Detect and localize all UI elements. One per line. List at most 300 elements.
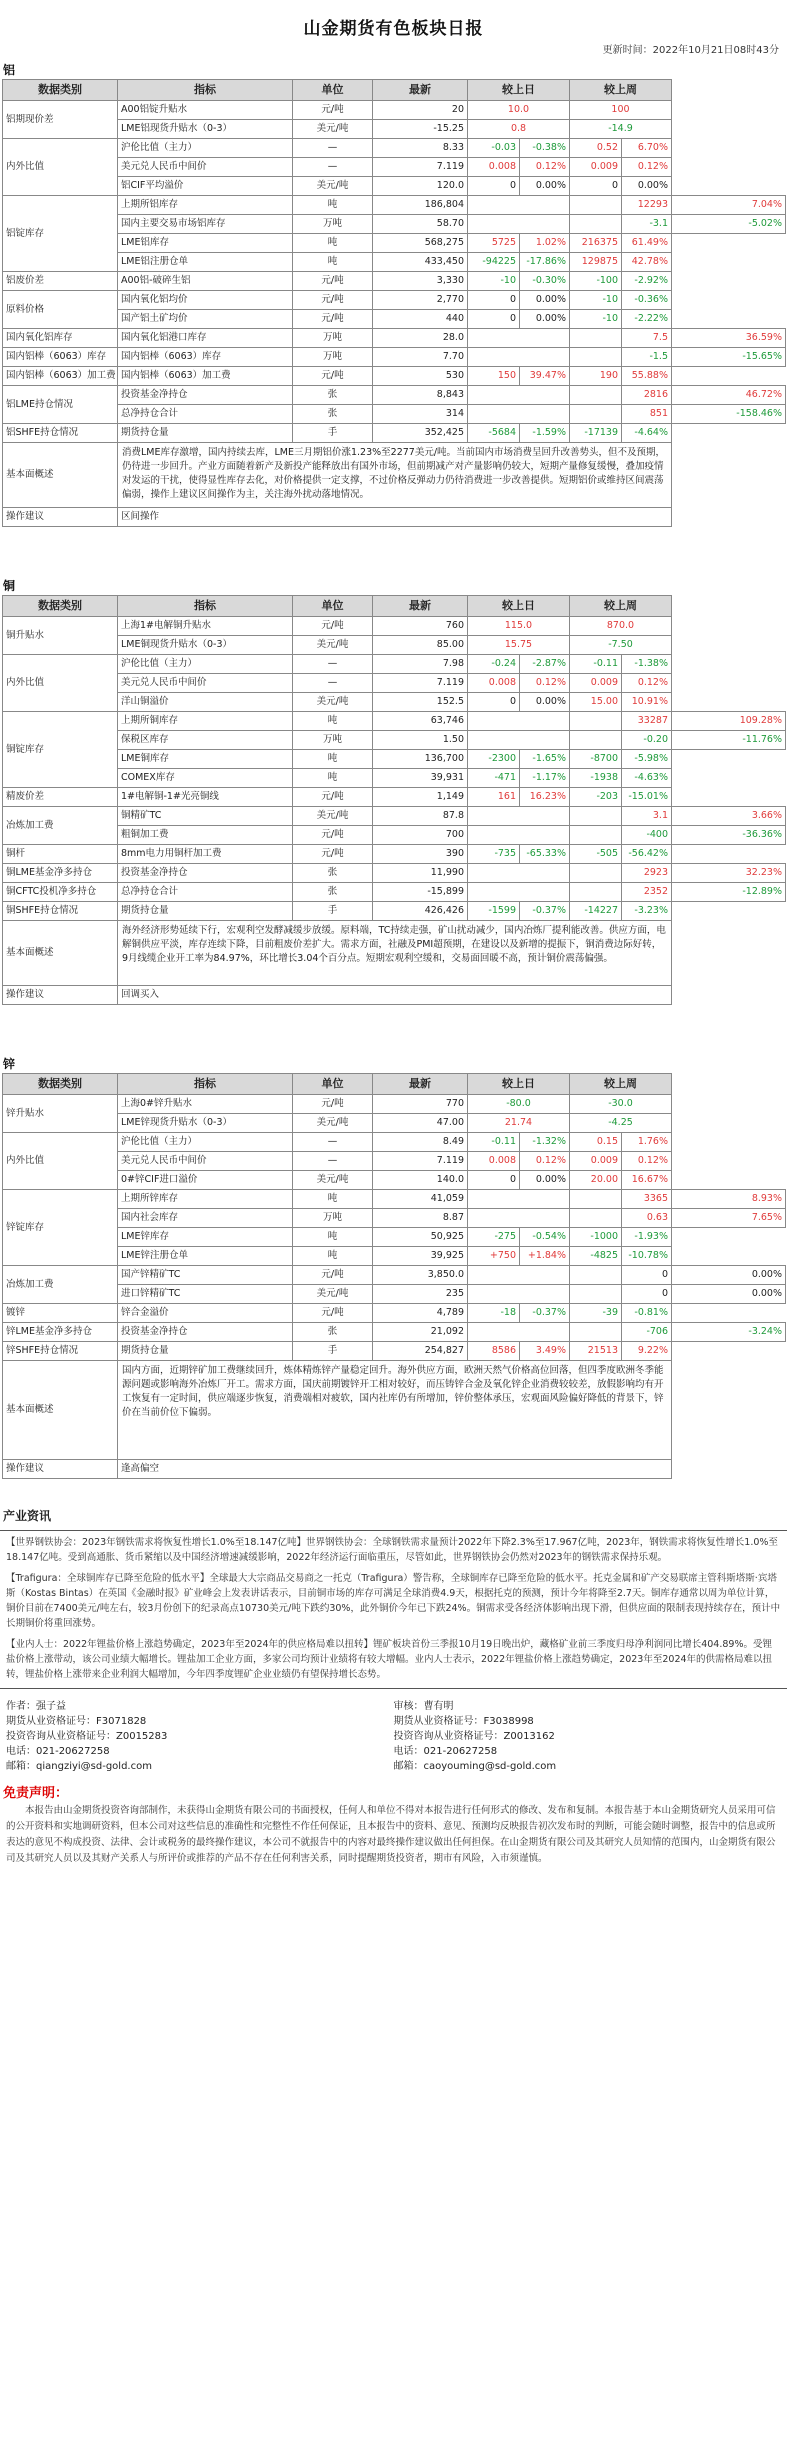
row-daypct <box>570 196 622 215</box>
disclaimer-title: 免责声明： <box>3 1786 69 1801</box>
row-weekpct: -2.92% <box>622 272 672 291</box>
row-latest: 63,746 <box>373 712 468 731</box>
row-weekpct: 0.12% <box>622 1152 672 1171</box>
row-weekchange: -505 <box>570 845 622 864</box>
row-weekpct: -10.78% <box>622 1247 672 1266</box>
row-latest: 39,925 <box>373 1247 468 1266</box>
summary-label: 基本面概述 <box>3 1361 118 1460</box>
row-category: 铝SHFE持仓情况 <box>3 424 118 443</box>
row-daypct <box>570 1323 622 1342</box>
row-unit: 元/吨 <box>293 1266 373 1285</box>
row-daypct <box>570 731 622 750</box>
author-column <box>6 1699 394 1774</box>
row-category: 锌SHFE持仓情况 <box>3 1342 118 1361</box>
row-daychange: -80.0 <box>468 1095 570 1114</box>
reviewer-line: 电话：021-20627258 <box>393 1746 498 1757</box>
row-latest: 20 <box>373 101 468 120</box>
row-daypct: -65.33% <box>520 845 570 864</box>
table-row <box>3 807 786 826</box>
table-row <box>3 177 786 196</box>
column-header: 数据类别 <box>3 80 118 101</box>
row-indicator: 美元兑人民币中间价 <box>118 674 293 693</box>
row-indicator: 上期所锌库存 <box>118 1190 293 1209</box>
row-category: 冶炼加工费 <box>3 807 118 845</box>
row-daychange: 150 <box>468 367 520 386</box>
row-indicator: 铝CIF平均溢价 <box>118 177 293 196</box>
row-indicator: 洋山铜溢价 <box>118 693 293 712</box>
row-category: 铜CFTC投机净多持仓 <box>3 883 118 902</box>
row-weekpct: 1.76% <box>622 1133 672 1152</box>
row-weekchange: 20.00 <box>570 1171 622 1190</box>
column-header: 单位 <box>293 596 373 617</box>
row-weekchange: 2816 <box>622 386 672 405</box>
row-daychange <box>468 1266 570 1285</box>
column-header: 较上周 <box>570 596 672 617</box>
sections-container <box>0 57 787 1501</box>
row-indicator: 国内铝棒（6063）库存 <box>118 348 293 367</box>
row-weekchange: -4.25 <box>570 1114 672 1133</box>
row-indicator: 国内铝棒（6063）加工费 <box>118 367 293 386</box>
row-latest: 136,700 <box>373 750 468 769</box>
row-daypct: -0.37% <box>520 902 570 921</box>
row-weekchange: 3365 <box>622 1190 672 1209</box>
row-daypct: 0.12% <box>520 1152 570 1171</box>
row-indicator: 投资基金净持仓 <box>118 1323 293 1342</box>
row-daychange: 161 <box>468 788 520 807</box>
row-daypct: -0.37% <box>520 1304 570 1323</box>
table-row <box>3 405 786 424</box>
row-indicator: 粗铜加工费 <box>118 826 293 845</box>
row-indicator: 期货持仓量 <box>118 424 293 443</box>
row-unit: 吨 <box>293 769 373 788</box>
row-weekpct: -15.01% <box>622 788 672 807</box>
row-unit: 美元/吨 <box>293 1171 373 1190</box>
row-category: 铜SHFE持仓情况 <box>3 902 118 921</box>
row-daypct: 0.00% <box>520 177 570 196</box>
row-weekpct: 8.93% <box>672 1190 786 1209</box>
row-unit: 元/吨 <box>293 310 373 329</box>
row-weekpct: -3.23% <box>622 902 672 921</box>
row-daychange: -735 <box>468 845 520 864</box>
row-latest: 8.49 <box>373 1133 468 1152</box>
row-weekpct: 3.66% <box>672 807 786 826</box>
table-row <box>3 731 786 750</box>
row-daypct <box>570 215 622 234</box>
row-daychange <box>468 1323 570 1342</box>
table-row <box>3 845 786 864</box>
row-indicator: 上海0#锌升贴水 <box>118 1095 293 1114</box>
divider <box>0 1688 787 1689</box>
row-daychange: 0 <box>468 310 520 329</box>
row-weekpct: 7.65% <box>672 1209 786 1228</box>
row-unit: 万吨 <box>293 348 373 367</box>
row-weekchange: 21513 <box>570 1342 622 1361</box>
row-latest: 8.33 <box>373 139 468 158</box>
row-daychange: -0.11 <box>468 1133 520 1152</box>
row-daypct: +1.84% <box>520 1247 570 1266</box>
column-header: 较上日 <box>468 1074 570 1095</box>
advice-row <box>3 986 786 1005</box>
table-row <box>3 693 786 712</box>
row-weekpct: 109.28% <box>672 712 786 731</box>
column-header: 数据类别 <box>3 1074 118 1095</box>
reviewer-column <box>394 1699 782 1774</box>
row-latest: 352,425 <box>373 424 468 443</box>
row-weekchange: 0.15 <box>570 1133 622 1152</box>
summary-label: 基本面概述 <box>3 921 118 986</box>
row-weekchange: 129875 <box>570 253 622 272</box>
row-daypct <box>570 329 622 348</box>
row-weekpct: -1.93% <box>622 1228 672 1247</box>
table-header-row <box>3 80 786 101</box>
row-weekchange: 0.009 <box>570 674 622 693</box>
table-row <box>3 1095 786 1114</box>
row-weekchange: -0.20 <box>622 731 672 750</box>
author-line: 作者：强子益 <box>6 1701 66 1712</box>
row-weekchange: 0.009 <box>570 158 622 177</box>
summary-text: 消费LME库存激增，国内持续去库，LME三月期铝价涨1.23%至2277美元/吨。当前国内市场消费呈回升改善势头，但不及预期，仍待进一步回升。产业方面随着新产及新投产能释放出有国外市场，但前期减产对产量影响仍较大，短期产量修复缓慢，叠加疫情对发运的干扰，使得显性库存去化，对价格提供一定支撑，不过价格反弹动力仍待消费进一步改善提供。短期铝价或维持区间震荡偏弱，操作上建议区间操作为主，关注海外扰动落地情况。 <box>118 443 672 508</box>
column-header: 最新 <box>373 596 468 617</box>
summary-row <box>3 1361 786 1460</box>
reviewer-line: 邮箱：caoyouming@sd-gold.com <box>393 1761 557 1772</box>
row-indicator: LME铝现货升贴水（0-3） <box>118 120 293 139</box>
table-row <box>3 788 786 807</box>
row-indicator: 期货持仓量 <box>118 902 293 921</box>
advice-text: 回调买入 <box>118 986 672 1005</box>
industry-news <box>0 1535 787 1682</box>
row-indicator: 投资基金净持仓 <box>118 864 293 883</box>
row-indicator: 国产铝土矿均价 <box>118 310 293 329</box>
row-latest: 140.0 <box>373 1171 468 1190</box>
row-indicator: 沪伦比值（主力） <box>118 655 293 674</box>
row-daychange <box>468 1209 570 1228</box>
row-indicator: A00铝-破碎生铝 <box>118 272 293 291</box>
row-latest: 2,770 <box>373 291 468 310</box>
row-weekpct: -4.64% <box>622 424 672 443</box>
row-daychange: 0.008 <box>468 674 520 693</box>
row-daychange: -2300 <box>468 750 520 769</box>
row-daychange: 5725 <box>468 234 520 253</box>
row-daychange: 0 <box>468 693 520 712</box>
row-unit: 元/吨 <box>293 101 373 120</box>
row-weekpct: -12.89% <box>672 883 786 902</box>
row-category: 精废价差 <box>3 788 118 807</box>
row-indicator: 国内主要交易市场铝库存 <box>118 215 293 234</box>
row-weekchange: 0.63 <box>622 1209 672 1228</box>
row-latest: 4,789 <box>373 1304 468 1323</box>
row-weekpct: -0.36% <box>622 291 672 310</box>
row-unit: — <box>293 674 373 693</box>
table-row <box>3 826 786 845</box>
row-weekchange: -14227 <box>570 902 622 921</box>
row-weekchange: 870.0 <box>570 617 672 636</box>
row-indicator: 上期所铝库存 <box>118 196 293 215</box>
table-row <box>3 712 786 731</box>
row-unit: 元/吨 <box>293 1095 373 1114</box>
row-weekchange: 2352 <box>622 883 672 902</box>
row-weekpct: 0.12% <box>622 158 672 177</box>
row-latest: 1.50 <box>373 731 468 750</box>
row-daychange: 0.008 <box>468 158 520 177</box>
column-header: 指标 <box>118 1074 293 1095</box>
row-unit: 手 <box>293 1342 373 1361</box>
reviewer-line: 审核：曹有明 <box>393 1701 454 1712</box>
table-row <box>3 1285 786 1304</box>
row-unit: 吨 <box>293 712 373 731</box>
row-weekpct: -3.24% <box>672 1323 786 1342</box>
row-daychange: 0 <box>468 177 520 196</box>
row-indicator: 总净持仓合计 <box>118 405 293 424</box>
row-unit: 万吨 <box>293 329 373 348</box>
row-latest: 7.119 <box>373 158 468 177</box>
row-category: 国内铝棒（6063）加工费 <box>3 367 118 386</box>
section-label: 锌 <box>3 1057 16 1071</box>
row-daypct: -0.30% <box>520 272 570 291</box>
row-daypct: 0.00% <box>520 291 570 310</box>
row-latest: 770 <box>373 1095 468 1114</box>
table-row <box>3 1323 786 1342</box>
row-daychange: 115.0 <box>468 617 570 636</box>
row-weekpct: -4.63% <box>622 769 672 788</box>
table-row <box>3 329 786 348</box>
row-weekchange: -100 <box>570 272 622 291</box>
column-header: 数据类别 <box>3 596 118 617</box>
row-unit: — <box>293 1133 373 1152</box>
row-daypct: 1.02% <box>520 234 570 253</box>
summary-text: 海外经济形势延续下行，宏观利空发酵减缓步放缓。原料端，TC持续走强，矿山扰动减少，国内冶炼厂提利能改善。供应方面，电解铜供应平淡，库存连续下降，目前粗废价差扩大。需求方面，社融及PMI超预期，在建设以及新增的提振下，铜消费边际好转，9月线缆企业开工率为84.97%，环比增长3.04个百分点。短期宏观利空缓和，交易面回暖不高，预计铜价震荡偏强。 <box>118 921 672 986</box>
table-row <box>3 234 786 253</box>
row-indicator: 国内氧化铝均价 <box>118 291 293 310</box>
row-daychange <box>468 196 570 215</box>
row-unit: 元/吨 <box>293 788 373 807</box>
row-unit: — <box>293 1152 373 1171</box>
news-item: 【Trafigura：全球铜库存已降至危险的低水平】全球最大大宗商品交易商之一托克（Trafigura）警告称，全球铜库存已降至危险的低水平。托克金属和矿产交易联席主管科斯塔斯·宾塔斯（Kostas Bintas）在英国《金融时报》矿业峰会上发表讲话表示，目前铜市场的库存可满足全球消费4.9天，根据托克的预测，预计今年将降至2.7天。铜库存通常以周为单位计算，铜价目前在7400美元/吨左右，较3月份创下的纪录高点10730美元/吨下跌约30%，此外铜价今年已下跌24%。铜需求受各经济体影响出现下滑，但供应面的限制表现持续存在，预计中长期铜价将重回涨势。 <box>6 1573 781 1629</box>
table-row <box>3 386 786 405</box>
reviewer-line: 期货从业资格证号：F3038998 <box>393 1716 534 1727</box>
row-unit: 张 <box>293 883 373 902</box>
column-header: 单位 <box>293 1074 373 1095</box>
row-daychange: -0.24 <box>468 655 520 674</box>
section-label: 铜 <box>3 579 16 593</box>
row-category: 锌锭库存 <box>3 1190 118 1266</box>
row-unit: 吨 <box>293 750 373 769</box>
row-daychange <box>468 405 570 424</box>
news-item: 【业内人士：2022年锂盐价格上涨趋势确定，2023年至2024年的供应格局难以扭转】锂矿板块首份三季报10月19日晚出炉，藏格矿业前三季度归母净利润同比增长404.89%。受锂盐价格上涨带动，该公司业绩大幅增长。锂盐加工企业方面，多家公司均预计业绩将有较大增幅。业内人士表示，2022年锂盐价格上涨趋势确定，2023年至2024年的供需格局难以扭转，锂盐价格上涨带来企业利润大幅增加，今年四季度锂矿企业业绩仍有望保持增长态势。 <box>6 1639 773 1680</box>
disclaimer-text: 本报告由山金期货投资咨询部制作，未获得山金期货有限公司的书面授权，任何人和单位不得对本报告进行任何形式的修改、发布和复制。本报告基于本山金期货研究人员采用可信的公开资料和实地调研资料，但本公司对这些信息的准确性和完整性不作任何保证，且本报告中的资料、意见、预测均反映报告初次发布时的判断，可能会随时调整，报告中的信息或所表达的意见不构成投资、法律、会计或税务的最终操作建议，本公司不就报告中的内容对最终操作建议做出任何担保。在山金期货有限公司及其研究人员知情的范围内，山金期货有限公司及其研究人员以及其财产关系人与所评价或推荐的产品不存在任何利害关系，同时提醒期货投资者，期市有风险，入市须谨慎。 <box>6 1805 776 1864</box>
table-row <box>3 101 786 120</box>
table-row <box>3 139 786 158</box>
row-unit: 张 <box>293 1323 373 1342</box>
row-unit: 万吨 <box>293 215 373 234</box>
row-indicator: 期货持仓量 <box>118 1342 293 1361</box>
row-latest: 235 <box>373 1285 468 1304</box>
row-weekpct: 55.88% <box>622 367 672 386</box>
row-indicator: COMEX库存 <box>118 769 293 788</box>
row-indicator: 保税区库存 <box>118 731 293 750</box>
row-daychange: -5684 <box>468 424 520 443</box>
row-weekpct: 46.72% <box>672 386 786 405</box>
summary-row <box>3 921 786 986</box>
row-weekpct: 36.59% <box>672 329 786 348</box>
row-daypct: 16.23% <box>520 788 570 807</box>
row-latest: 7.119 <box>373 674 468 693</box>
row-indicator: 国产锌精矿TC <box>118 1266 293 1285</box>
row-latest: 390 <box>373 845 468 864</box>
row-indicator: 锌合金溢价 <box>118 1304 293 1323</box>
row-category: 冶炼加工费 <box>3 1266 118 1304</box>
row-unit: — <box>293 139 373 158</box>
row-daypct: -2.87% <box>520 655 570 674</box>
row-category: 内外比值 <box>3 1133 118 1190</box>
row-daychange <box>468 807 570 826</box>
row-unit: 元/吨 <box>293 1304 373 1323</box>
row-indicator: LME锌现货升贴水（0-3） <box>118 1114 293 1133</box>
advice-label: 操作建议 <box>3 986 118 1005</box>
row-indicator: 国内氧化铝港口库存 <box>118 329 293 348</box>
row-weekchange: -10 <box>570 310 622 329</box>
row-category: 铜杆 <box>3 845 118 864</box>
row-latest: 21,092 <box>373 1323 468 1342</box>
column-header: 最新 <box>373 1074 468 1095</box>
row-latest: 50,925 <box>373 1228 468 1247</box>
row-weekpct: -2.22% <box>622 310 672 329</box>
row-weekpct: -5.98% <box>622 750 672 769</box>
row-daypct <box>570 348 622 367</box>
row-weekpct: 61.49% <box>622 234 672 253</box>
row-weekchange: 0 <box>622 1285 672 1304</box>
row-unit: 万吨 <box>293 731 373 750</box>
row-indicator: 上期所铜库存 <box>118 712 293 731</box>
author-line: 电话：021-20627258 <box>6 1746 110 1757</box>
table-row <box>3 253 786 272</box>
row-weekpct: 9.22% <box>622 1342 672 1361</box>
row-weekpct: -11.76% <box>672 731 786 750</box>
row-daychange <box>468 826 570 845</box>
summary-row <box>3 443 786 508</box>
row-category: 原料价格 <box>3 291 118 329</box>
row-weekchange: 15.00 <box>570 693 622 712</box>
row-latest: 314 <box>373 405 468 424</box>
row-latest: 440 <box>373 310 468 329</box>
data-table <box>2 79 786 527</box>
row-category: 国内铝棒（6063）库存 <box>3 348 118 367</box>
table-row <box>3 636 786 655</box>
table-row <box>3 883 786 902</box>
row-daypct <box>570 1190 622 1209</box>
row-weekchange: -8700 <box>570 750 622 769</box>
advice-row <box>3 1460 786 1479</box>
row-daychange <box>468 329 570 348</box>
row-daychange <box>468 215 570 234</box>
row-daypct <box>570 712 622 731</box>
row-weekchange: 190 <box>570 367 622 386</box>
row-daychange: -94225 <box>468 253 520 272</box>
row-weekchange: -30.0 <box>570 1095 672 1114</box>
table-row <box>3 310 786 329</box>
row-daychange: -0.03 <box>468 139 520 158</box>
table-row <box>3 617 786 636</box>
row-indicator: LME锌库存 <box>118 1228 293 1247</box>
row-unit: 元/吨 <box>293 617 373 636</box>
column-header: 指标 <box>118 596 293 617</box>
column-header: 单位 <box>293 80 373 101</box>
row-weekchange: -14.9 <box>570 120 672 139</box>
table-row <box>3 196 786 215</box>
row-daychange: -471 <box>468 769 520 788</box>
table-row <box>3 1152 786 1171</box>
table-row <box>3 424 786 443</box>
column-header: 较上日 <box>468 80 570 101</box>
row-unit: 吨 <box>293 1228 373 1247</box>
row-weekchange: -17139 <box>570 424 622 443</box>
row-weekchange: -39 <box>570 1304 622 1323</box>
row-daypct: 0.00% <box>520 693 570 712</box>
author-line: 投资咨询从业资格证号：Z0015283 <box>6 1731 168 1742</box>
row-weekchange: 3.1 <box>622 807 672 826</box>
row-unit: 张 <box>293 386 373 405</box>
summary-label: 基本面概述 <box>3 443 118 508</box>
row-daypct: 3.49% <box>520 1342 570 1361</box>
row-category: 国内氧化铝库存 <box>3 329 118 348</box>
row-weekchange: -3.1 <box>622 215 672 234</box>
data-table <box>2 595 786 1005</box>
row-daychange: 0.8 <box>468 120 570 139</box>
row-daypct: 0.12% <box>520 158 570 177</box>
row-indicator: 沪伦比值（主力） <box>118 139 293 158</box>
row-weekpct: 32.23% <box>672 864 786 883</box>
row-indicator: 0#锌CIF进口溢价 <box>118 1171 293 1190</box>
row-indicator: LME铜库存 <box>118 750 293 769</box>
row-indicator: 1#电解铜-1#光亮铜线 <box>118 788 293 807</box>
row-category: 内外比值 <box>3 655 118 712</box>
row-daypct: -1.59% <box>520 424 570 443</box>
row-weekchange: -203 <box>570 788 622 807</box>
row-indicator: LME铜现货升贴水（0-3） <box>118 636 293 655</box>
row-indicator: LME铝库存 <box>118 234 293 253</box>
row-latest: 568,275 <box>373 234 468 253</box>
row-weekpct: -36.36% <box>672 826 786 845</box>
row-daychange: 15.75 <box>468 636 570 655</box>
row-latest: 87.8 <box>373 807 468 826</box>
row-latest: 7.98 <box>373 655 468 674</box>
row-daychange: 0.008 <box>468 1152 520 1171</box>
row-indicator: LME铝注册仓单 <box>118 253 293 272</box>
row-daypct: -17.86% <box>520 253 570 272</box>
row-latest: 152.5 <box>373 693 468 712</box>
row-latest: 1,149 <box>373 788 468 807</box>
row-weekchange: -400 <box>622 826 672 845</box>
row-weekchange: -10 <box>570 291 622 310</box>
row-latest: 254,827 <box>373 1342 468 1361</box>
row-unit: 美元/吨 <box>293 1285 373 1304</box>
row-weekchange: 216375 <box>570 234 622 253</box>
update-time: 更新时间：2022年10月21日08时43分 <box>602 45 779 56</box>
row-indicator: 上海1#电解铜升贴水 <box>118 617 293 636</box>
row-weekpct: 10.91% <box>622 693 672 712</box>
row-daypct: 0.00% <box>520 1171 570 1190</box>
row-latest: 8.87 <box>373 1209 468 1228</box>
row-daypct <box>570 386 622 405</box>
row-category: 内外比值 <box>3 139 118 196</box>
row-daychange <box>468 883 570 902</box>
table-header-row <box>3 1074 786 1095</box>
row-latest: 426,426 <box>373 902 468 921</box>
row-latest: 7.119 <box>373 1152 468 1171</box>
row-latest: 3,330 <box>373 272 468 291</box>
row-daypct: 0.00% <box>520 310 570 329</box>
section-label: 铝 <box>3 63 16 77</box>
row-unit: 美元/吨 <box>293 177 373 196</box>
